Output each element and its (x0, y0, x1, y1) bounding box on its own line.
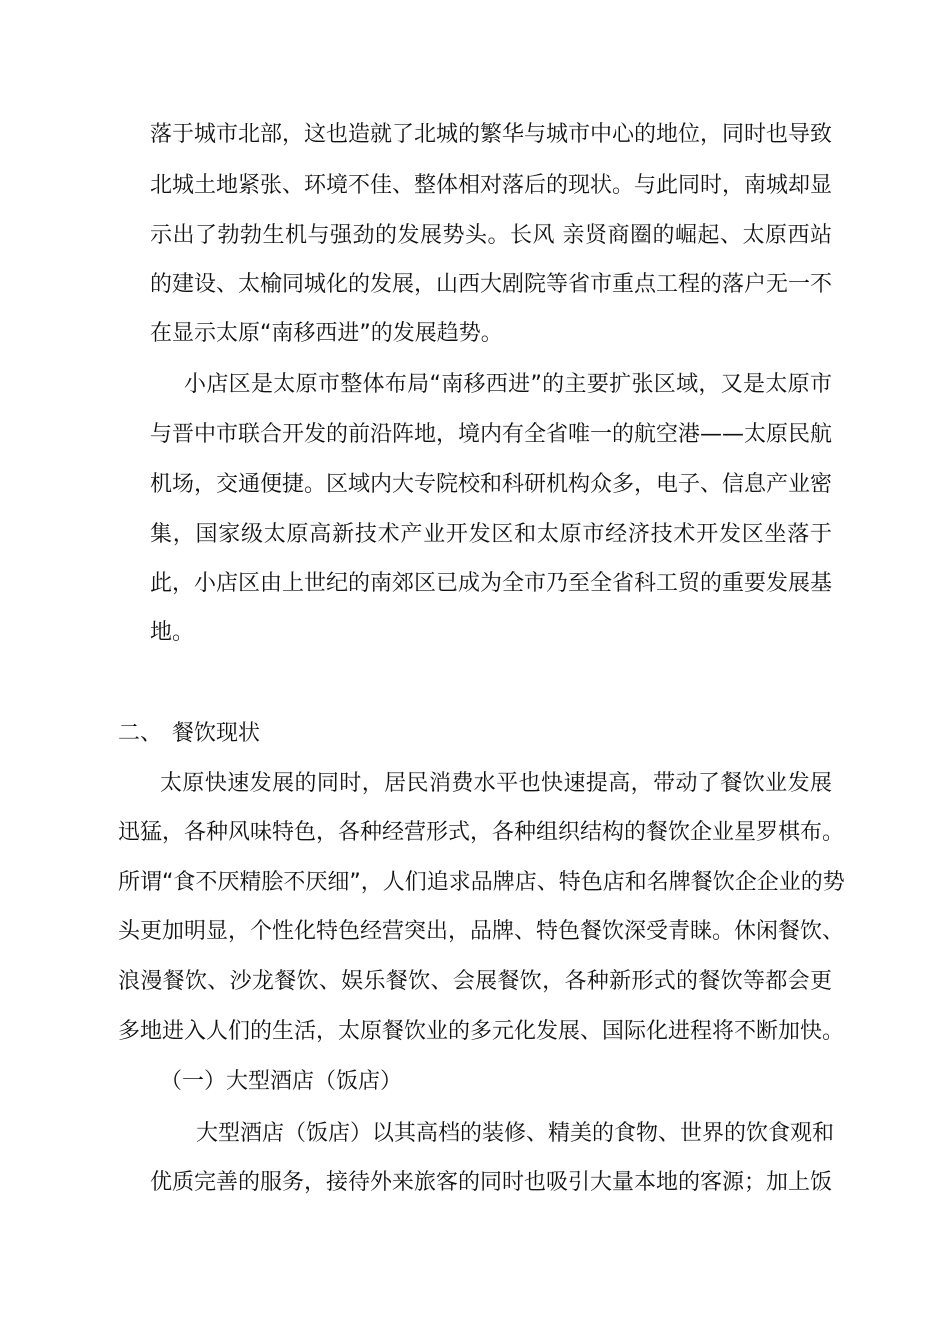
text-line: 集，国家级太原高新技术产业开发区和太原市经济技术开发区坐落于 (150, 522, 832, 547)
text-line: 与晋中市联合开发的前沿阵地，境内有全省唯一的航空港——太原民航 (150, 422, 833, 447)
text-line: 大型酒店（饭店）以其高档的装修、精美的食物、世界的饮食观和 (196, 1121, 835, 1146)
text-line: 此，小店区由上世纪的南郊区已成为全市乃至全省科工贸的重要发展基 (150, 571, 833, 596)
text-line: 优质完善的服务，接待外来旅客的同时也吸引大量本地的客源；加上饭 (150, 1170, 833, 1195)
subsection-title: （一）大型酒店（饭店） (160, 1069, 403, 1094)
section-title: 餐饮现状 (172, 721, 261, 746)
text-line: 头更加明显，个性化特色经营突出，品牌、特色餐饮深受青睐。休闲餐饮、 (118, 919, 845, 944)
text-line: 太原快速发展的同时，居民消费水平也快速提高，带动了餐饮业发展 (160, 771, 832, 796)
text-line: 小店区是太原市整体布局“南移西进”的主要扩张区域，又是太原市 (184, 372, 832, 397)
text-line: 多地进入人们的生活，太原餐饮业的多元化发展、国际化进程将不断加快。 (118, 1019, 845, 1044)
text-line: 迅猛，各种风味特色，各种经营形式，各种组织结构的餐饮企业星罗棋布。 (118, 820, 845, 845)
text-line: 北城土地紧张、环境不佳、整体相对落后的现状。与此同时，南城却显 (150, 173, 833, 198)
text-line: 机场，交通便捷。区域内大专院校和科研机构众多，电子、信息产业密 (150, 472, 833, 497)
text-line: 地。 (150, 620, 195, 645)
text-line: 在显示太原“南移西进”的发展趋势。 (150, 321, 503, 346)
text-line: 的建设、太榆同城化的发展，山西大剧院等省市重点工程的落户无一不 (150, 272, 833, 297)
text-line: 落于城市北部，这也造就了北城的繁华与城市中心的地位，同时也导致 (150, 122, 833, 147)
text-line: 所谓“食不厌精脍不厌细”，人们追求品牌店、特色店和名牌餐饮企企业的势 (118, 870, 845, 895)
section-number: 二、 (118, 721, 163, 746)
text-line: 示出了勃勃生机与强劲的发展势头。长风 亲贤商圈的崛起、太原西站 (150, 223, 832, 248)
text-line: 浪漫餐饮、沙龙餐饮、娱乐餐饮、会展餐饮，各种新形式的餐饮等都会更 (118, 969, 832, 994)
